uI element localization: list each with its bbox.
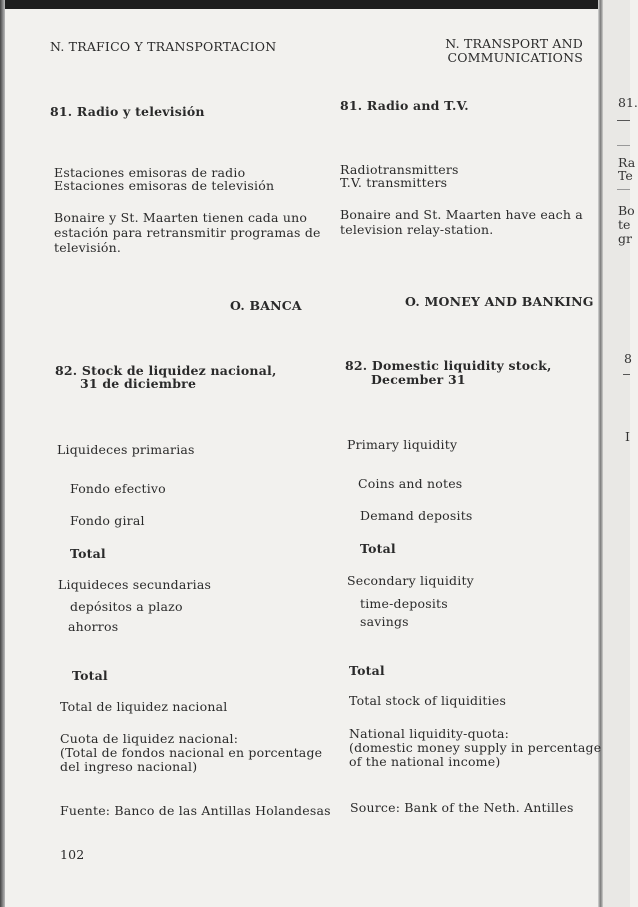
total1-es: Total xyxy=(70,546,106,561)
section82-title-en: 82. Domestic liquidity stock, xyxy=(345,358,552,373)
total2-en: Total xyxy=(349,663,385,678)
primary-en: Primary liquidity xyxy=(347,437,458,452)
section-o-en: O. MONEY AND BANKING xyxy=(405,294,594,309)
coins-es: Fondo efectivo xyxy=(70,481,166,496)
scan-left-edge xyxy=(0,0,5,907)
section81-title-es: 81. Radio y televisión xyxy=(50,104,205,119)
next-page-fragment: Ra xyxy=(618,155,636,170)
coins-en: Coins and notes xyxy=(358,476,463,491)
secondary-en: Secondary liquidity xyxy=(347,573,474,588)
next-page-fragment: 8 xyxy=(624,351,632,366)
time-en: time-deposits xyxy=(360,596,448,611)
grand-total-es: Total de liquidez nacional xyxy=(60,699,228,714)
next-page-fragment: gr xyxy=(618,231,632,246)
section82-title-es: 82. Stock de liquidez nacional, xyxy=(55,363,277,378)
total1-en: Total xyxy=(360,541,396,556)
next-page-rule xyxy=(617,120,630,121)
demand-en: Demand deposits xyxy=(360,508,473,523)
source-es: Fuente: Banco de las Antillas Holandesas xyxy=(60,803,331,818)
next-page-rule xyxy=(617,189,630,190)
total2-es: Total xyxy=(72,668,108,683)
next-page-fragment: Bo xyxy=(618,203,635,218)
section81-title-en: 81. Radio and T.V. xyxy=(340,98,469,113)
savings-es: ahorros xyxy=(68,619,119,634)
quota-en: National liquidity-quota: xyxy=(349,726,510,741)
next-page-edge xyxy=(603,0,630,907)
source-en: Source: Bank of the Neth. Antilles xyxy=(350,800,574,815)
header-es: N. TRAFICO Y TRANSPORTACION xyxy=(50,39,277,54)
row-es: Estaciones emisoras de radio xyxy=(54,165,246,180)
secondary-es: Liquideces secundarias xyxy=(58,577,212,592)
next-page-fragment: I xyxy=(625,429,630,444)
note-en: television relay-station. xyxy=(340,222,494,237)
primary-es: Liquideces primarias xyxy=(57,442,195,457)
note-en: Bonaire and St. Maarten have each a xyxy=(340,207,583,222)
scan-top-border xyxy=(0,0,630,9)
row-en: Radiotransmitters xyxy=(340,162,459,177)
quota-es: (Total de fondos nacional en porcentage xyxy=(60,745,323,760)
note-es: televisión. xyxy=(54,240,122,255)
section82-title-en: December 31 xyxy=(371,372,466,387)
next-page-fragment: 81. xyxy=(618,95,638,110)
row-es: Estaciones emisoras de televisión xyxy=(54,178,275,193)
demand-es: Fondo giral xyxy=(70,513,145,528)
next-page-rule xyxy=(623,374,630,375)
section82-title-es: 31 de diciembre xyxy=(80,376,197,391)
quota-es: del ingreso nacional) xyxy=(60,759,198,774)
quota-es: Cuota de liquidez nacional: xyxy=(60,731,239,746)
page-number: 102 xyxy=(60,847,85,862)
quota-en: of the national income) xyxy=(349,754,501,769)
row-en: T.V. transmitters xyxy=(340,175,448,190)
quota-en: (domestic money supply in percentage xyxy=(349,740,602,755)
time-es: depósitos a plazo xyxy=(70,599,183,614)
next-page-rule xyxy=(617,145,630,146)
header-en-line1: N. TRANSPORT AND xyxy=(445,36,583,51)
note-es: estación para retransmitir programas de xyxy=(54,225,321,240)
grand-total-en: Total stock of liquidities xyxy=(349,693,507,708)
section-o-es: O. BANCA xyxy=(230,298,302,313)
header-en-line2: COMMUNICATIONS xyxy=(447,50,583,65)
note-es: Bonaire y St. Maarten tienen cada uno xyxy=(54,210,308,225)
next-page-fragment: Te xyxy=(618,168,633,183)
savings-en: savings xyxy=(360,614,409,629)
next-page-fragment: te xyxy=(618,217,631,232)
